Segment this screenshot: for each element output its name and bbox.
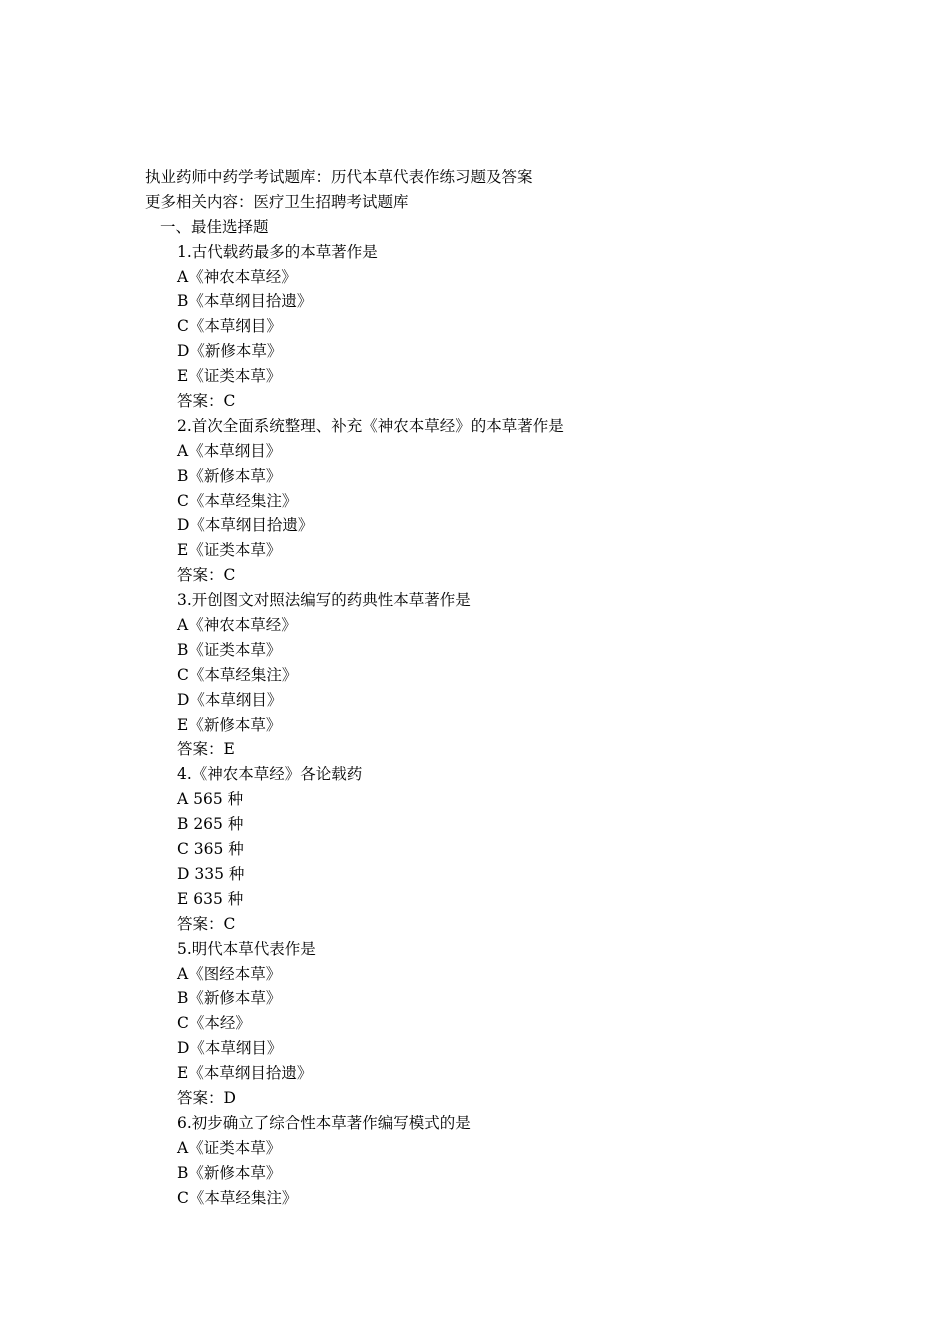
question-option: C《本经》 bbox=[177, 1014, 251, 1033]
question-option: D 335 种 bbox=[177, 864, 245, 883]
question-option: B《新修本草》 bbox=[177, 989, 282, 1008]
question-stem: 6.初步确立了综合性本草著作编写模式的是 bbox=[177, 1113, 471, 1132]
question-option: B《证类本草》 bbox=[177, 640, 282, 659]
question-answer: 答案：C bbox=[177, 566, 236, 585]
question-answer: 答案：D bbox=[177, 1088, 236, 1107]
question-answer: 答案：C bbox=[177, 914, 236, 933]
question-option: D《本草纲目拾遗》 bbox=[177, 516, 314, 535]
question-option: A《证类本草》 bbox=[177, 1138, 282, 1157]
question-option: D《新修本草》 bbox=[177, 342, 283, 361]
section-heading: 一、最佳选择题 bbox=[160, 217, 269, 236]
question-stem: 4.《神农本草经》各论载药 bbox=[177, 765, 363, 784]
question-option: A《本草纲目》 bbox=[177, 441, 282, 460]
question-option: E《证类本草》 bbox=[177, 541, 282, 560]
question-option: A《神农本草经》 bbox=[177, 267, 297, 286]
related-content-line: 更多相关内容：医疗卫生招聘考试题库 bbox=[145, 192, 409, 211]
question-option: B《新修本草》 bbox=[177, 466, 282, 485]
question-option: D《本草纲目》 bbox=[177, 690, 283, 709]
question-answer: 答案：C bbox=[177, 392, 236, 411]
question-option: C 365 种 bbox=[177, 840, 244, 859]
question-option: B《新修本草》 bbox=[177, 1163, 282, 1182]
question-option: E 635 种 bbox=[177, 889, 244, 908]
question-option: A 565 种 bbox=[177, 790, 244, 809]
question-option: C《本草经集注》 bbox=[177, 491, 298, 510]
question-option: A《图经本草》 bbox=[177, 964, 282, 983]
document-title: 执业药师中药学考试题库：历代本草代表作练习题及答案 bbox=[145, 168, 533, 186]
question-option: A《神农本草经》 bbox=[177, 616, 297, 635]
question-stem: 1.古代载药最多的本草著作是 bbox=[177, 242, 378, 261]
document-body bbox=[0, 165, 950, 1210]
question-option: E《新修本草》 bbox=[177, 715, 282, 734]
question-option: C《本草经集注》 bbox=[177, 665, 298, 684]
question-option: C《本草纲目》 bbox=[177, 317, 282, 336]
question-option: C《本草经集注》 bbox=[177, 1188, 298, 1207]
question-option: D《本草纲目》 bbox=[177, 1039, 283, 1058]
question-option: B《本草纲目拾遗》 bbox=[177, 292, 313, 311]
question-stem: 2.首次全面系统整理、补充《神农本草经》的本草著作是 bbox=[177, 416, 564, 435]
question-stem: 3.开创图文对照法编写的药典性本草著作是 bbox=[177, 591, 471, 610]
question-stem: 5.明代本草代表作是 bbox=[177, 939, 316, 958]
question-option: E《本草纲目拾遗》 bbox=[177, 1064, 313, 1083]
question-option: B 265 种 bbox=[177, 815, 244, 834]
question-answer: 答案：E bbox=[177, 740, 235, 759]
question-option: E《证类本草》 bbox=[177, 367, 282, 386]
